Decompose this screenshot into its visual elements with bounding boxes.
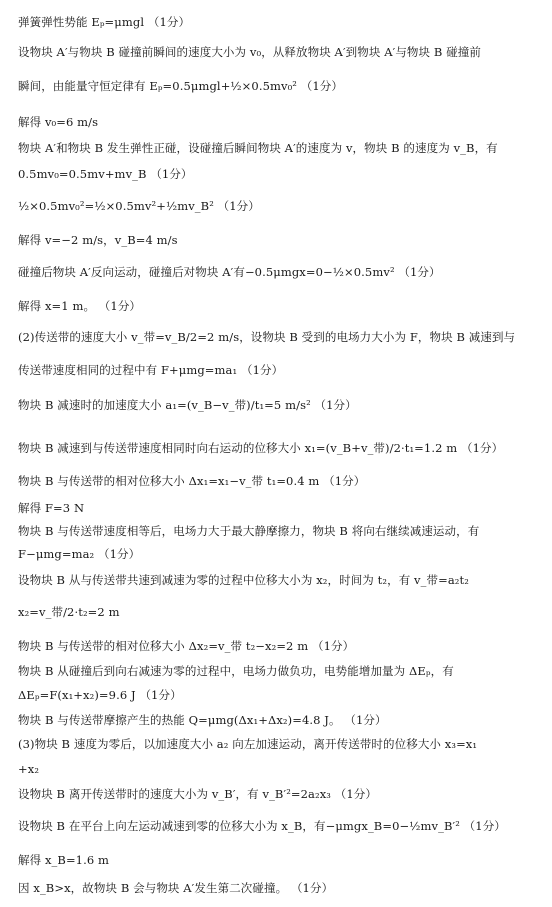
solution-line: 物块 B 与传送带速度相等后，电场力大于最大静摩擦力，物块 B 将向右继续减速运动，有 (18, 524, 480, 538)
solution-line: 设物块 B 从与传送带共速到减速为零的过程中位移大小为 x₂，时间为 t₂，有 v_带=a₂t₂ (18, 573, 469, 587)
solution-line: 解得 v=−2 m/s，v_B=4 m/s (18, 233, 178, 247)
solution-line: ½×0.5mv₀²=½×0.5mv²+½mv_B² （1分） (18, 199, 260, 213)
solution-line: ΔEₚ=F(x₁+x₂)=9.6 J （1分） (18, 688, 182, 702)
solution-line: 物块 A′和物块 B 发生弹性正碰，设碰撞后瞬间物块 A′的速度为 v，物块 B 的速度为 v_B，有 (18, 141, 498, 155)
solution-line: 设物块 B 在平台上向左运动减速到零的位移大小为 x_B，有−μmgx_B=0−½mv_B′² （1分） (18, 819, 506, 833)
solution-line: 传送带速度相同的过程中有 F+μmg=ma₁ （1分） (18, 363, 284, 377)
solution-line: 设物块 B 离开传送带时的速度大小为 v_B′，有 v_B′²=2a₂x₃ （1分） (18, 787, 377, 801)
solution-line: (3)物块 B 速度为零后，以加速度大小 a₂ 向左加速运动，离开传送带时的位移大小 x₃=x₁ (18, 737, 478, 751)
solution-line: 碰撞后物块 A′反向运动，碰撞后对物块 A′有−0.5μmgx=0−½×0.5mv² （1分） (18, 265, 441, 279)
solution-line: 0.5mv₀=0.5mv+mv_B （1分） (18, 167, 193, 181)
solution-line: F−μmg=ma₂ （1分） (18, 547, 141, 561)
solution-line: (2)传送带的速度大小 v_带=v_B/2=2 m/s，设物块 B 受到的电场力大小为 F，物块 B 减速到与 (18, 330, 516, 344)
solution-line: 物块 B 从碰撞后到向右减速为零的过程中，电场力做负功，电势能增加量为 ΔEₚ，有 (18, 664, 454, 678)
solution-line: 物块 B 与传送带的相对位移大小 Δx₁=x₁−v_带 t₁=0.4 m （1分） (18, 474, 366, 488)
solution-line: 解得 v₀=6 m/s (18, 115, 99, 129)
solution-line: 物块 B 与传送带的相对位移大小 Δx₂=v_带 t₂−x₂=2 m （1分） (18, 639, 355, 653)
solution-line: 瞬间，由能量守恒定律有 Eₚ=0.5μmgl+½×0.5mv₀² （1分） (18, 79, 343, 93)
solution-line: 解得 x=1 m。 （1分） (18, 299, 142, 313)
solution-line: x₂=v_带/2·t₂=2 m (18, 605, 120, 619)
solution-line: 设物块 A′与物块 B 碰撞前瞬间的速度大小为 v₀，从释放物块 A′到物块 A′与物块 B 碰撞前 (18, 45, 481, 59)
solution-line: 弹簧弹性势能 Eₚ=μmgl （1分） (18, 15, 191, 29)
solution-line: 因 x_B>x，故物块 B 会与物块 A′发生第二次碰撞。 （1分） (18, 881, 334, 895)
solution-line: 物块 B 减速时的加速度大小 a₁=(v_B−v_带)/t₁=5 m/s² （1分） (18, 398, 357, 412)
solution-line: 物块 B 减速到与传送带速度相同时向右运动的位移大小 x₁=(v_B+v_带)/2·t₁=1.2 m （1分） (18, 441, 504, 455)
solution-line: 解得 F=3 N (18, 501, 85, 515)
solution-line: +x₂ (18, 762, 40, 776)
solution-line: 解得 x_B=1.6 m (18, 853, 110, 867)
solution-line: 物块 B 与传送带摩擦产生的热能 Q=μmg(Δx₁+Δx₂)=4.8 J。 （1分） (18, 713, 387, 727)
